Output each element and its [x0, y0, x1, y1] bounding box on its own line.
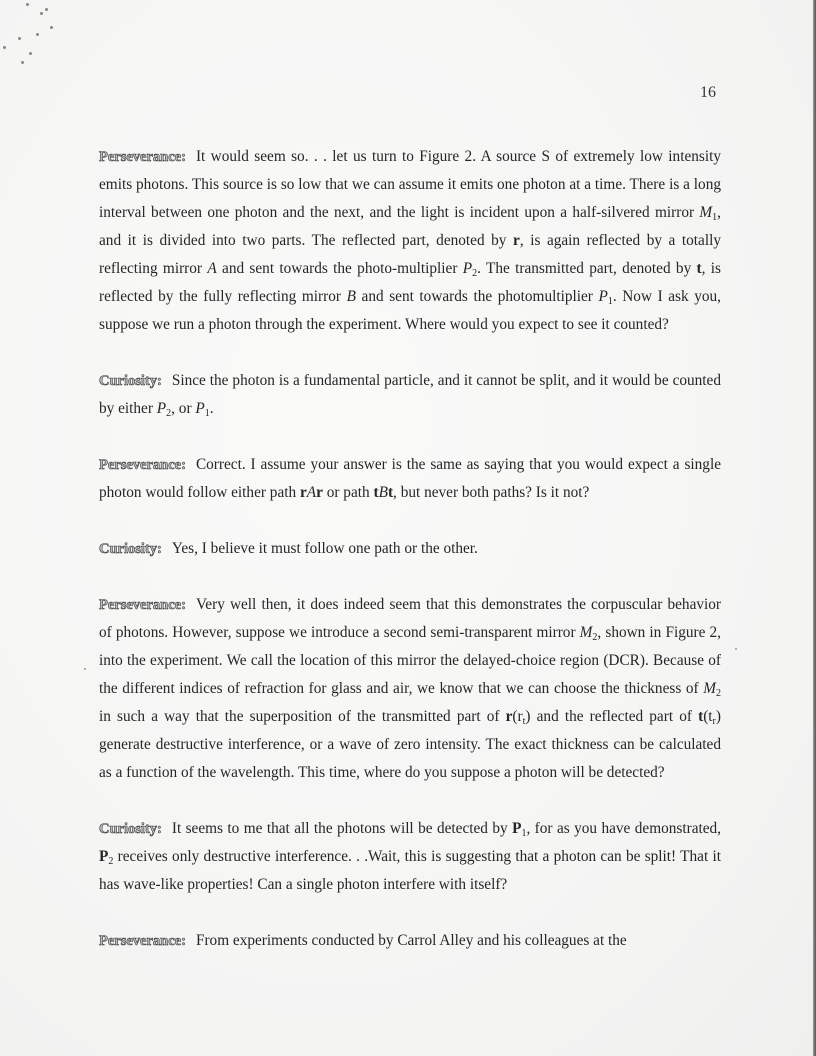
text-segment: , shown in Figure 2, into the experiment. We call the location of this mirror the delayed-choice region (DCR). Because of the different indices of refraction for glass and air, we know that we can choose the thickness of: [99, 624, 721, 697]
text-segment: P: [598, 288, 608, 305]
text-segment: , but never both paths? Is it not?: [393, 484, 590, 501]
text-segment: P: [195, 400, 205, 417]
text-segment: and sent towards the photo-multiplier: [216, 260, 463, 277]
text-segment: Correct. I assume your answer is the same as saying that you would expect a single photon would follow either path: [99, 456, 721, 501]
dialogue-paragraph: [99, 367, 721, 423]
text-segment: t: [522, 716, 526, 727]
dialogue-paragraph: [99, 535, 721, 563]
text-segment: A: [207, 260, 217, 277]
speaker-label: Curiosity:: [99, 821, 162, 837]
text-segment: receives only destructive interference. . .Wait, this is suggesting that a photon can be split! That it has wave-like properties! Can a single photon interfere with itself?: [99, 848, 721, 893]
text-segment: 2: [166, 408, 172, 419]
speck: [29, 52, 32, 55]
text-segment: It seems to me that all the photons will be detected by: [171, 820, 513, 837]
text-segment: 1: [607, 296, 613, 307]
dialogue-paragraph: [99, 451, 721, 507]
text-segment: ): [525, 708, 531, 725]
speck: [45, 8, 48, 11]
speck: [84, 668, 86, 670]
text-segment: and the reflected part of: [530, 708, 699, 725]
speaker-label: Perseverance:: [99, 597, 186, 613]
text-segment: .: [209, 400, 214, 417]
scan-specks: [0, 0, 120, 90]
text-segment: Yes, I believe it must follow one path or the other.: [171, 540, 478, 557]
text-segment: t: [387, 484, 394, 501]
text-segment: P: [462, 260, 473, 277]
text-segment: M: [699, 204, 713, 221]
text-segment: , is again reflected by a totally reflecting mirror: [99, 232, 721, 277]
speaker-label: Perseverance:: [99, 457, 186, 473]
dialogue-body: [99, 143, 721, 983]
text-segment: B: [378, 484, 388, 501]
page-number: 16: [700, 84, 716, 101]
text-segment: or path: [322, 484, 374, 501]
text-segment: 1: [712, 212, 718, 223]
text-segment: in such a way that the superposition of the transmitted part of: [99, 708, 506, 725]
text-segment: From experiments conducted by Carrol Alley and his colleagues at the: [195, 932, 627, 949]
text-segment: 2: [592, 632, 598, 643]
speck: [40, 12, 43, 15]
text-segment: Very well then, it does indeed seem that this demonstrates the corpuscular behavior of photons. However, suppose we introduce a second semi-transparent mirror: [99, 596, 721, 641]
text-segment: r: [712, 716, 716, 727]
text-segment: . Now I ask you, suppose we run a photon through the experiment. Where would you expect to see it counted?: [99, 288, 722, 333]
text-segment: 1: [204, 408, 210, 419]
speaker-label: Perseverance:: [99, 149, 186, 165]
speck: [735, 648, 737, 650]
text-segment: ): [715, 708, 721, 725]
speck: [36, 33, 39, 36]
text-segment: M: [703, 680, 716, 697]
text-segment: P: [156, 400, 167, 417]
text-segment: P: [99, 848, 109, 865]
text-segment: . The transmitted part, denoted by: [477, 260, 697, 277]
text-segment: r: [505, 708, 513, 725]
speck: [50, 26, 53, 29]
text-segment: r: [299, 484, 307, 501]
text-segment: and sent towards the photomultiplier: [355, 288, 599, 305]
text-segment: A: [306, 484, 317, 501]
text-segment: , and it is divided into two parts. The reflected part, denoted by: [99, 204, 721, 249]
text-segment: P: [512, 820, 522, 837]
text-segment: 1: [521, 828, 527, 839]
text-segment: Since the photon is a fundamental particle, and it cannot be split, and it would be counted by either: [99, 372, 721, 417]
text-segment: (t: [703, 708, 713, 725]
dialogue-paragraph: [99, 927, 721, 955]
text-segment: 2: [472, 268, 478, 279]
dialogue-paragraph: [99, 143, 721, 339]
speaker-label: Perseverance:: [99, 933, 186, 949]
text-segment: r: [316, 484, 323, 501]
text-segment: M: [579, 624, 593, 641]
text-segment: 2: [108, 856, 114, 867]
text-segment: t: [698, 708, 704, 725]
text-segment: t: [373, 484, 379, 501]
speck: [3, 46, 6, 49]
speck: [21, 61, 24, 64]
text-segment: t: [696, 260, 702, 277]
text-segment: 2: [716, 688, 721, 699]
dialogue-paragraph: [99, 815, 721, 899]
speck: [18, 37, 21, 40]
text-segment: (r: [512, 708, 523, 725]
dialogue-paragraph: [99, 591, 721, 787]
speaker-label: Curiosity:: [99, 541, 162, 557]
text-segment: It would seem so. . . let us turn to Figure 2. A source S of extremely low intensity emits photons. This source is so low that we can assume it emits one photon at a time. There is a long interval between one photon and the next, and the light is incident upon a half-silvered mirror: [99, 148, 721, 221]
text-segment: B: [346, 288, 356, 305]
text-segment: , for as you have demonstrated,: [526, 820, 722, 837]
text-segment: generate destructive interference, or a wave of zero intensity. The exact thickness can be calculated as a function of the wavelength. This time, where do you suppose a photon will be detected?: [99, 736, 721, 781]
text-segment: r: [513, 232, 520, 249]
speck: [26, 3, 29, 6]
text-segment: , is reflected by the fully reflecting mirror: [99, 260, 722, 305]
speaker-label: Curiosity:: [99, 373, 162, 389]
text-segment: , or: [171, 400, 196, 417]
